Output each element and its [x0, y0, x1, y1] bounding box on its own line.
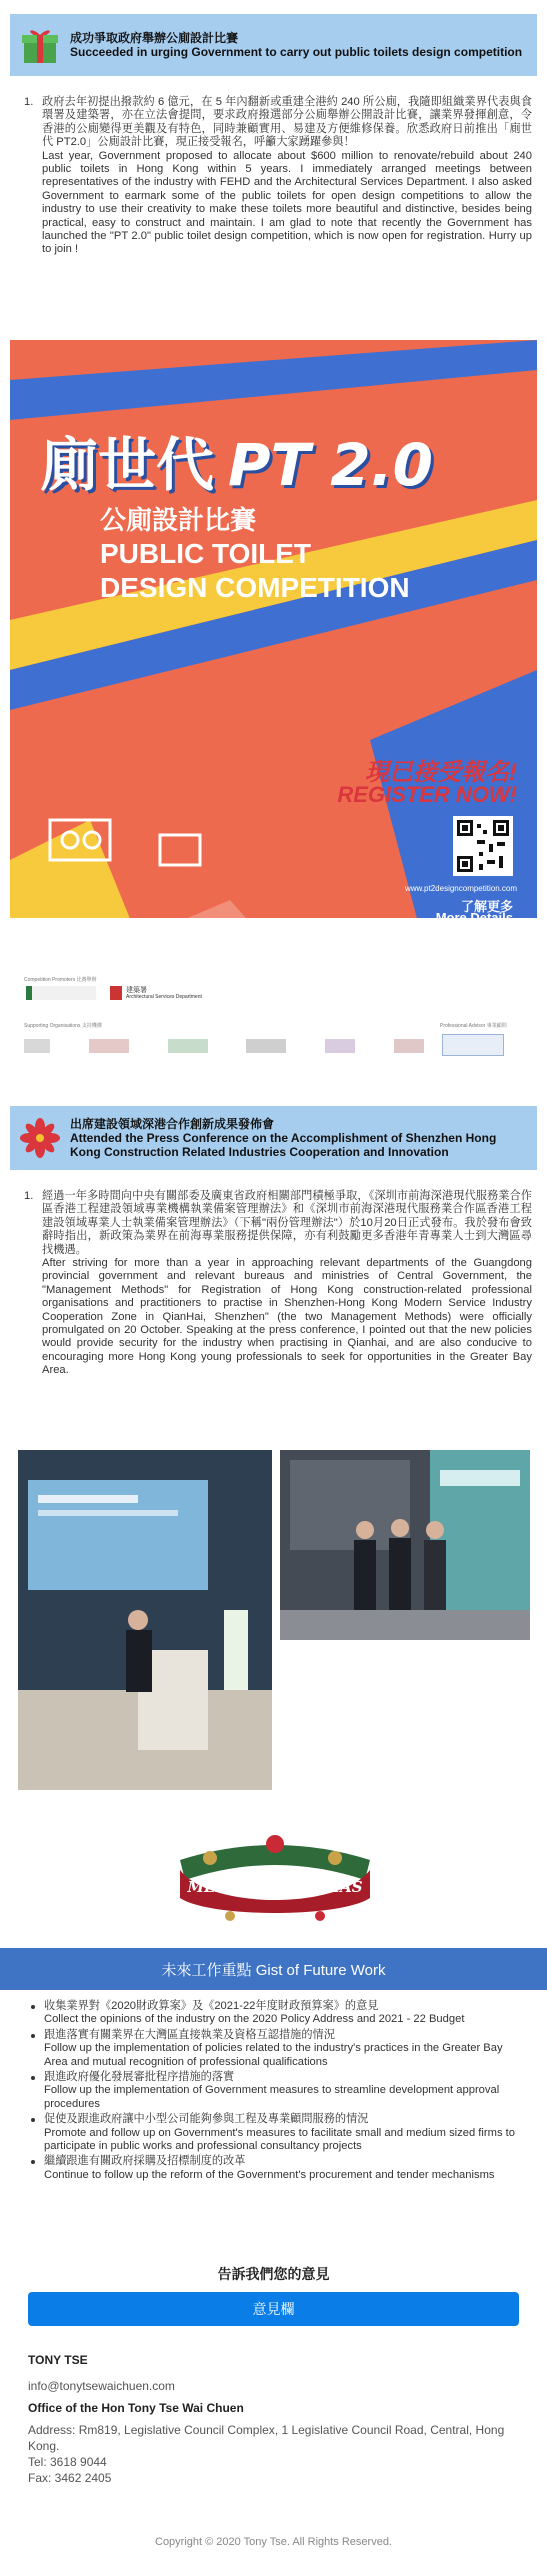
list-item-zh: 繼續跟進有關政府採購及招標制度的改革	[44, 2155, 246, 2168]
poster-headline	[40, 418, 510, 502]
contact-tel: Tel: 3618 9044	[28, 2455, 107, 2469]
poster-logos-strip	[10, 968, 537, 1078]
contact-fax: Fax: 3462 2405	[28, 2471, 112, 2485]
qr-code-icon	[453, 816, 513, 876]
list-item	[44, 2000, 524, 2027]
list-item	[44, 2113, 524, 2153]
list-item-en: Continue to follow up the reform of the Government's procurement and tender mechanisms	[44, 2168, 495, 2181]
list-item	[44, 2029, 524, 2069]
section-title-zh: 出席建設領域深港合作創新成果發佈會	[70, 1117, 275, 1131]
poster-sub-zh: 公廁設計比賽	[100, 505, 257, 535]
section-header-toilet	[10, 14, 537, 76]
section-title-en: Attended the Press Conference on the Accomplishment of Shenzhen Hong Kong Construction Related Industries Cooperation and Innovation	[70, 1131, 497, 1159]
supporting-logo-icon	[246, 1039, 286, 1053]
poinsettia-icon	[18, 1116, 62, 1160]
supporting-logo-icon	[24, 1039, 50, 1053]
asd-label-en: Architectural Services Department	[126, 994, 202, 1000]
list-item-en: Follow up the implementation of policies related to the industry's practices in the Greater Bay Area and mutual recognition of professional qualifications	[44, 2042, 503, 2068]
contact-email-link[interactable]: info@tonytsewaichuen.com	[28, 2379, 175, 2393]
paragraph-zh: 經過一年多時間向中央有關部委及廣東省政府相關部門積極爭取，《深圳市前海深港現代服務業合作區香港工程建設領域專業機構執業備案管理辦法》和《深圳市前海深港現代服務業合作區香港工程建設領域專業人士執業備案管理辦法》（下稱"兩份管理辦法"）於10月20日正式發布。我於發布會致辭時指出，新政策為業界在前海專業服務提供保障，亦有利鼓勵更多香港年青專業人士到大灣區尋找機遇。	[42, 1190, 532, 1256]
contact-name: TONY TSE	[28, 2353, 88, 2367]
poster-more-zh: 了解更多	[460, 899, 513, 914]
section2-body	[24, 1190, 532, 1378]
contact-address: Address: Rm819, Legislative Council Complex, 1 Legislative Council Road, Central, Hong Kong.	[28, 2423, 505, 2453]
list-item	[44, 2071, 524, 2111]
list-item-zh: 跟進政府優化發展審批程序措施的落實	[44, 2071, 235, 2084]
feedback-button[interactable]: 意見欄	[28, 2292, 519, 2326]
supporting-logos	[24, 1036, 424, 1056]
contact-block	[28, 2352, 528, 2486]
christmas-ornaments-icon	[170, 1820, 380, 1930]
feedback-title: 告訴我們您的意見	[217, 2266, 330, 2282]
section-title-zh: 成功爭取政府舉辦公廁設計比賽	[70, 31, 239, 45]
paragraph-zh: 政府去年初提出撥款約 6 億元，在 5 年內翻新或重建全港約 240 所公廁，我隨即組織業界代表與食環署及建築署，亦在立法會提問，要求政府撥選部分公廁舉辦公開設計比賽，讓業界發揮創意，令香港的公廁變得更美觀及有特色，同時兼顧實用、易建及方便維修保養。欣悉政府日前推出「廁世代 PT2.0」公廁設計比賽，現正接受報名，呼籲大家踴躍參與！	[42, 96, 532, 149]
item-number: 1.	[24, 96, 34, 108]
professional-label: Professional Advisor 專業顧問	[440, 1023, 507, 1029]
future-work-heading: 未來工作重點 Gist of Future Work	[0, 1948, 547, 1990]
poster-headline-zh: 廁世代	[40, 431, 215, 499]
christmas-banner	[170, 1820, 380, 1930]
poster-headline-en: PT 2.0	[228, 431, 434, 499]
future-work-list	[44, 2000, 524, 2184]
section-header-shenzhen	[10, 1106, 537, 1170]
poster-url: www.pt2designcompetition.com	[404, 884, 517, 893]
paragraph-en: Last year, Government proposed to allocate about $600 million to renovate/rebuild about 240 public toilets in Hong Kong within 5 years. I immediately arranged meetings between representatives of the industry with FEHD and the Architectural Services Department. I also asked Government to earmark some of the public toilets for open design competitions to allow the industry to use their creativity to make these toilets more beautiful and distinctive, besides being practical, easy to construct and maintain. I am glad to note that recently the Government has launched the "PT 2.0" public toilet design competition, which is now open for registration. Hurry up to join !	[42, 149, 532, 256]
asd-label-zh: 建築署	[126, 987, 147, 994]
christmas-label: MERRY CHRISTMAS	[187, 1878, 363, 1896]
supporting-logo-icon	[89, 1039, 129, 1053]
fehd-logo-icon	[26, 986, 96, 1000]
asd-logo-icon	[110, 986, 122, 1000]
poster-more-en: More Details	[435, 910, 513, 925]
poster-sub-en-1: PUBLIC TOILET	[100, 538, 312, 569]
list-item	[44, 2155, 524, 2182]
contact-office: Office of the Hon Tony Tse Wai Chuen	[28, 2401, 244, 2415]
item-number: 1.	[24, 1190, 34, 1202]
supporting-logo-icon	[394, 1039, 424, 1053]
press-conference-photo-group	[280, 1450, 530, 1640]
paragraph-en: After striving for more than a year in approaching relevant departments of the Guangdong provincial government and relevant bureaus and ministries of Central Government, the "Management Methods" for Registration of Hong Kong construction-related professional organisations and practitioners to practise in Shenzhen-Hong Kong Modern Service Industry Cooperation Zone in QianHai, Shenzhen" (the two Management Methods) were officially promulgated on 20 October. Speaking at the press conference, I pointed out that the new policies would provide security for the industry when practising in Qianhai, and are also conducive to encouraging more Hong Kong young professionals to seek for opportunities in the Greater Bay Area.	[42, 1257, 532, 1377]
poster-cta-zh: 現已接受報名!	[365, 759, 517, 786]
list-item-en: Promote and follow up on Government's measures to facilitate small and medium sized firms to participate in public works and professional consultancy projects	[44, 2126, 515, 2153]
pt2-poster	[10, 340, 537, 968]
list-item-zh: 促使及跟進政府讓中小型公司能夠參與工程及專業顧問服務的情況	[44, 2113, 369, 2126]
poster-cta-en: REGISTER NOW!	[337, 782, 517, 807]
list-item-zh: 收集業界對《2020財政算案》及《2021-22年度財政預算案》的意見	[44, 2000, 379, 2012]
copyright: Copyright © 2020 Tony Tse. All Rights Reserved.	[155, 2536, 392, 2548]
list-item-zh: 跟進落實有關業界在大灣區直接執業及資格互認措施的情況	[44, 2028, 335, 2041]
press-conference-photo-speaker	[18, 1450, 272, 1790]
supporting-logo-icon	[325, 1039, 355, 1053]
supporting-label: Supporting Organisations 支持機構	[24, 1023, 102, 1029]
section1-body	[24, 96, 532, 257]
organizer-label: Competition Promoters 比賽舉辦	[24, 977, 97, 983]
supporting-logo-icon	[168, 1039, 208, 1053]
list-item-en: Follow up the implementation of Government measures to streamline development approval procedures	[44, 2084, 500, 2110]
professional-logo-icon	[442, 1034, 504, 1056]
poster-sub-en-2: DESIGN COMPETITION	[100, 572, 410, 603]
gift-icon	[18, 23, 62, 67]
list-item-en: Collect the opinions of the industry on the 2020 Policy Address and 2021 - 22 Budget	[44, 2013, 465, 2026]
section-title-en: Succeeded in urging Government to carry out public toilets design competition	[70, 45, 523, 59]
